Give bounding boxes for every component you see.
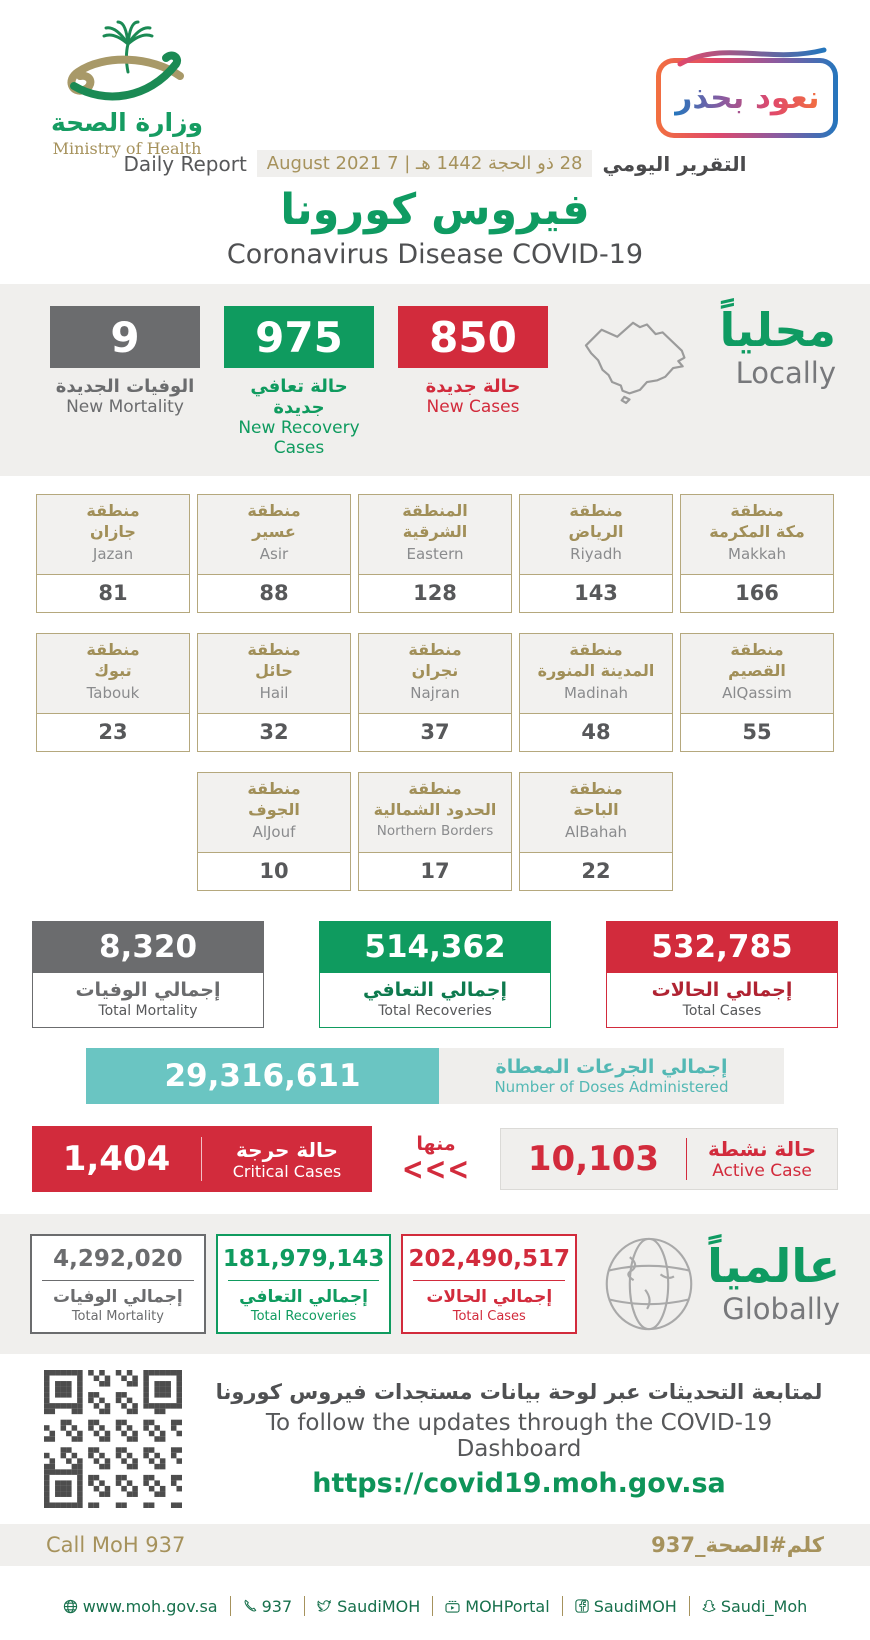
global-mortality-label-ar: إجمالي الوفيات (52, 1287, 183, 1307)
divider (432, 1596, 433, 1616)
of-which-indicator (372, 1133, 500, 1188)
total-mortality-value: 8,320 (32, 921, 264, 973)
total-cases-box (606, 921, 838, 1028)
region-name-en: Hail (259, 683, 289, 702)
new-recovery-stat (224, 306, 374, 458)
report-date: 28 ذو الحجة 1442 هـ | 7 August 2021 (257, 150, 593, 177)
region-ar-line1: منطقة (730, 640, 784, 659)
total-mortality-label-ar: إجمالي الوفيات (75, 979, 221, 1001)
hashtag-label: كلم#الصحة_937 (651, 1533, 824, 1557)
global-recoveries-box (216, 1234, 392, 1334)
page-title-ar: فيروس كورونا (280, 185, 590, 235)
active-cases-label-en: Active Case (712, 1161, 812, 1181)
region-name-en: Eastern (406, 544, 464, 563)
global-cases-value: 202,490,517 (408, 1246, 571, 1272)
doses-label-en: Number of Doses Administered (494, 1078, 729, 1096)
doses-administered-bar (86, 1048, 784, 1104)
region-card-asir (197, 494, 351, 613)
globally-heading (707, 1238, 841, 1327)
footer-youtube-label: MOHPortal (465, 1596, 550, 1616)
critical-cases-label-en: Critical Cases (232, 1161, 342, 1181)
critical-cases-label-ar: حالة حرجة (236, 1137, 338, 1162)
region-value: 32 (198, 714, 350, 751)
region-card-najran (358, 633, 512, 752)
region-ar-line1: المنطقة (402, 501, 468, 520)
region-name-en: Jazan (92, 544, 134, 563)
ministry-name-ar: وزارة الصحة (50, 108, 204, 137)
locally-heading-ar: محلياً (719, 303, 836, 357)
divider (230, 1596, 231, 1616)
new-mortality-value: 9 (50, 306, 200, 368)
divider (42, 1280, 194, 1281)
region-value: 143 (520, 575, 672, 612)
dashboard-url-link[interactable]: https://covid19.moh.gov.sa (312, 1467, 726, 1499)
global-recoveries-value: 181,979,143 (222, 1246, 385, 1272)
region-ar-line2: نجران (411, 660, 459, 680)
footer-phone-label: 937 (261, 1596, 293, 1616)
new-cases-label-ar: حالة جديدة (425, 376, 521, 397)
new-cases-stat (398, 306, 548, 417)
locally-section (0, 284, 870, 476)
region-value: 128 (359, 575, 511, 612)
region-value: 88 (198, 575, 350, 612)
region-ar-line2: الشرقية (402, 521, 468, 541)
footer-link-phone[interactable] (243, 1597, 293, 1616)
region-ar-line2: جازان (90, 521, 136, 541)
total-recoveries-label-en: Total Recoveries (378, 1003, 492, 1019)
globally-section (0, 1214, 870, 1354)
region-ar-line1: منطقة (408, 640, 462, 659)
region-value: 48 (520, 714, 672, 751)
global-cases-box (401, 1234, 577, 1334)
region-ar-line1: منطقة (247, 779, 301, 798)
footer-facebook-label: SaudiMOH (593, 1596, 677, 1616)
divider (413, 1280, 565, 1281)
new-mortality-label-ar: الوفيات الجديدة (55, 376, 195, 397)
divider (562, 1596, 563, 1616)
dashboard-section (0, 1354, 870, 1518)
region-card-tabouk (36, 633, 190, 752)
daily-report-label-en: Daily Report (123, 151, 247, 176)
new-recovery-value: 975 (224, 306, 374, 368)
region-ar-line2: الرياض (568, 521, 624, 541)
call-band (0, 1524, 870, 1566)
doses-label (439, 1048, 784, 1104)
region-name-en: AlBahah (564, 822, 628, 841)
region-ar-line2: الباحة (573, 799, 619, 819)
daily-report-label-ar: التقرير اليومي (602, 151, 747, 176)
total-recoveries-box (319, 921, 551, 1028)
region-ar-line1: منطقة (247, 640, 301, 659)
region-ar-line2: القصيم (728, 660, 786, 680)
globe-small-icon (63, 1599, 78, 1614)
footer-twitter-label: SaudiMOH (337, 1596, 421, 1616)
region-ar-line2: مكة المكرمة (709, 521, 805, 541)
doses-value: 29,316,611 (86, 1048, 439, 1104)
region-name-en: AlQassim (722, 683, 792, 702)
moh-logo (42, 20, 212, 158)
page-title-en: Coronavirus Disease COVID-19 (226, 239, 644, 270)
footer-link-facebook[interactable] (575, 1597, 677, 1616)
region-value: 55 (681, 714, 833, 751)
region-name-en: Makkah (728, 544, 786, 563)
region-card-aljouf (197, 772, 351, 891)
dashboard-note-en: To follow the updates through the COVID-19 Dashboard (265, 1409, 773, 1462)
regions-row-1 (36, 494, 834, 613)
region-ar-line1: منطقة (569, 640, 623, 659)
twitter-icon (317, 1599, 332, 1613)
region-card-jazan (36, 494, 190, 613)
global-mortality-label-en: Total Mortality (71, 1309, 164, 1324)
regions-row-2 (36, 633, 834, 752)
footer-website-label: www.moh.gov.sa (82, 1596, 218, 1616)
region-ar-line2: الجوف (248, 799, 300, 819)
region-card-albahah (519, 772, 673, 891)
regions-grid (0, 476, 870, 915)
region-ar-line1: منطقة (569, 501, 623, 520)
globally-heading-en: Globally (722, 1292, 841, 1327)
qr-code (44, 1370, 182, 1508)
active-cases-label-ar: حالة نشطة (708, 1137, 816, 1161)
return-with-caution-badge (656, 58, 838, 138)
region-ar-line2: الحدود الشمالية (373, 799, 497, 819)
total-mortality-box (32, 921, 264, 1028)
region-name-en: Northern Borders (376, 822, 494, 839)
region-card-alqassim (680, 633, 834, 752)
footer-link-website[interactable] (63, 1597, 218, 1616)
total-cases-value: 532,785 (606, 921, 838, 973)
total-cases-label-ar: إجمالي الحالات (651, 979, 793, 1001)
region-ar-line1: منطقة (569, 779, 623, 798)
region-value: 10 (198, 853, 350, 890)
region-card-northern-borders (358, 772, 512, 891)
new-cases-value: 850 (398, 306, 548, 368)
region-name-en: Riyadh (570, 544, 622, 563)
global-recoveries-label-ar: إجمالي التعافي (239, 1287, 368, 1307)
region-ar-line1: منطقة (730, 501, 784, 520)
globe-icon (601, 1236, 697, 1332)
facebook-icon (575, 1599, 589, 1613)
regions-row-3 (36, 772, 834, 891)
new-cases-label-en: New Cases (426, 397, 520, 417)
critical-active-row (32, 1126, 838, 1192)
region-value: 23 (37, 714, 189, 751)
region-ar-line1: منطقة (408, 779, 462, 798)
badge-swoosh-icon (664, 44, 834, 68)
active-cases-value: 10,103 (527, 1139, 660, 1179)
global-cases-label-ar: إجمالي الحالات (426, 1287, 553, 1307)
critical-cases-box (32, 1126, 372, 1192)
region-ar-line2: تبوك (94, 660, 132, 680)
new-recovery-label-ar: حالة تعافي جديدة (250, 376, 348, 418)
globally-heading-ar: عالمياً (707, 1238, 841, 1293)
region-value: 81 (37, 575, 189, 612)
region-ar-line2: عسير (252, 521, 296, 541)
region-card-madinah (519, 633, 673, 752)
footer-link-snapchat[interactable] (702, 1597, 807, 1616)
region-value: 37 (359, 714, 511, 751)
badge-text: نعود بحذر (674, 80, 820, 116)
region-name-en: AlJouf (252, 822, 296, 841)
snapchat-icon (702, 1599, 716, 1613)
new-mortality-label-en: New Mortality (66, 397, 184, 417)
divider (228, 1280, 380, 1281)
region-value: 17 (359, 853, 511, 890)
chevrons-left-icon: <<< (401, 1152, 471, 1188)
region-card-makkah (680, 494, 834, 613)
region-ar-line1: منطقة (86, 501, 140, 520)
new-recovery-label-en: New Recovery Cases (238, 418, 360, 458)
footer-link-youtube[interactable] (445, 1597, 549, 1616)
region-name-en: Tabouk (86, 683, 140, 702)
divider (304, 1596, 305, 1616)
total-recoveries-value: 514,362 (319, 921, 551, 973)
local-totals-row (0, 915, 870, 1028)
region-ar-line1: منطقة (86, 640, 140, 659)
region-card-hail (197, 633, 351, 752)
doses-label-ar: إجمالي الجرعات المعطاة (495, 1056, 728, 1078)
critical-cases-value: 1,404 (62, 1139, 171, 1179)
global-recoveries-label-en: Total Recoveries (250, 1309, 357, 1324)
region-ar-line2: حائل (255, 660, 293, 680)
phone-icon (243, 1599, 257, 1613)
total-recoveries-label-ar: إجمالي التعافي (363, 979, 507, 1001)
new-mortality-stat (50, 306, 200, 417)
region-value: 22 (520, 853, 672, 890)
footer-links (0, 1566, 870, 1640)
region-card-eastern (358, 494, 512, 613)
divider (689, 1596, 690, 1616)
moh-palm-emblem-icon (52, 20, 202, 106)
footer-link-twitter[interactable] (317, 1597, 420, 1616)
region-name-en: Madinah (563, 683, 629, 702)
region-name-en: Najran (410, 683, 460, 702)
of-which-label-ar: منها (416, 1133, 456, 1155)
saudi-arabia-map (572, 310, 694, 414)
youtube-icon (445, 1600, 460, 1613)
call-moh-label: Call MoH 937 (46, 1533, 186, 1557)
region-ar-line2: المدينة المنورة (537, 660, 655, 680)
total-cases-label-en: Total Cases (682, 1003, 762, 1019)
locally-heading (719, 303, 836, 391)
region-value: 166 (681, 575, 833, 612)
global-cases-label-en: Total Cases (452, 1309, 526, 1324)
ministry-name-en: Ministry of Health (52, 139, 202, 158)
global-mortality-value: 4,292,020 (53, 1246, 183, 1272)
region-card-riyadh (519, 494, 673, 613)
header (0, 0, 870, 270)
locally-heading-en: Locally (735, 356, 836, 391)
active-cases-box (500, 1128, 838, 1190)
global-mortality-box (30, 1234, 206, 1334)
dashboard-note-ar: لمتابعة التحديثات عبر لوحة بيانات مستجدات فيروس كورونا (215, 1379, 823, 1404)
footer-snapchat-label: Saudi_Moh (720, 1596, 808, 1616)
region-ar-line1: منطقة (247, 501, 301, 520)
total-mortality-label-en: Total Mortality (98, 1003, 198, 1019)
region-name-en: Asir (259, 544, 289, 563)
